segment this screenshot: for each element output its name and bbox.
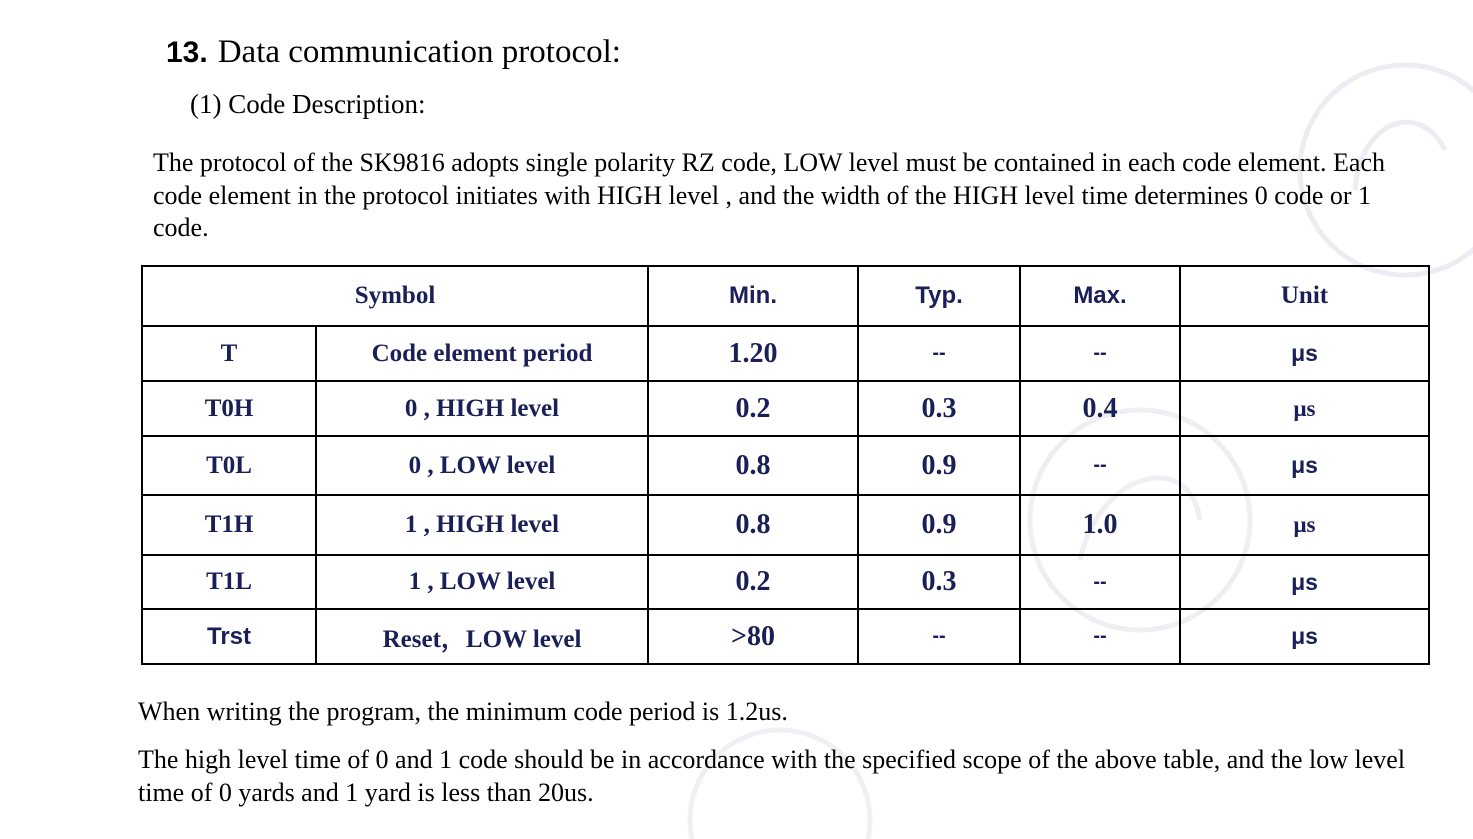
cell-typ: 0.9	[858, 436, 1020, 495]
cell-typ: --	[858, 609, 1020, 664]
cell-min: 0.2	[648, 555, 858, 609]
cell-max: --	[1020, 609, 1180, 664]
cell-min: 0.8	[648, 436, 858, 495]
cell-max: --	[1020, 555, 1180, 609]
header-unit: Unit	[1180, 266, 1429, 326]
cell-unit: μs	[1180, 381, 1429, 436]
intro-paragraph: The protocol of the SK9816 adopts single polarity RZ code, LOW level must be contained in each code element. Each code element in the protocol initiates with HIGH level , and the width of the HIGH level time determines 0 code or 1 code.	[153, 148, 1385, 242]
table-row	[142, 495, 1429, 555]
cell-description: 0 , LOW level	[316, 436, 648, 495]
cell-max: --	[1020, 326, 1180, 381]
cell-max: 1.0	[1020, 495, 1180, 555]
table-row	[142, 555, 1429, 609]
table-row	[142, 609, 1429, 664]
cell-min: >80	[648, 609, 858, 664]
section-number: 13.	[166, 36, 208, 69]
cell-symbol: Trst	[142, 609, 316, 664]
cell-description: 1 , LOW level	[316, 555, 648, 609]
timing-table	[141, 265, 1430, 665]
cell-description: Reset，LOW level	[316, 609, 648, 664]
cell-description: 0 , HIGH level	[316, 381, 648, 436]
cell-unit: μs	[1180, 609, 1429, 664]
cell-description: 1 , HIGH level	[316, 495, 648, 555]
table-row	[142, 326, 1429, 381]
cell-max: --	[1020, 436, 1180, 495]
cell-symbol: T0L	[142, 436, 316, 495]
cell-max: 0.4	[1020, 381, 1180, 436]
note-min-code-period: When writing the program, the minimum code period is 1.2us.	[138, 697, 788, 726]
note-high-level-time: The high level time of 0 and 1 code should be in accordance with the specified scope of the above table, and the low level time of 0 yards and 1 yard is less than 20us.	[138, 745, 1406, 807]
header-max: Max.	[1020, 266, 1180, 326]
cell-symbol: T0H	[142, 381, 316, 436]
cell-typ: --	[858, 326, 1020, 381]
section-heading	[166, 30, 621, 75]
cell-symbol: T	[142, 326, 316, 381]
cell-typ: 0.9	[858, 495, 1020, 555]
cell-unit: μs	[1180, 326, 1429, 381]
cell-min: 1.20	[648, 326, 858, 381]
header-symbol: Symbol	[142, 266, 648, 326]
cell-typ: 0.3	[858, 381, 1020, 436]
section-title: Data communication protocol:	[217, 34, 621, 70]
header-min: Min.	[648, 266, 858, 326]
cell-min: 0.8	[648, 495, 858, 555]
cell-description: Code element period	[316, 326, 648, 381]
cell-typ: 0.3	[858, 555, 1020, 609]
subsection-heading: (1) Code Description:	[190, 89, 426, 119]
cell-min: 0.2	[648, 381, 858, 436]
table-row	[142, 381, 1429, 436]
cell-unit: μs	[1180, 555, 1429, 609]
cell-unit: μs	[1180, 436, 1429, 495]
header-typ: Typ.	[858, 266, 1020, 326]
cell-unit: μs	[1180, 495, 1429, 555]
cell-symbol: T1H	[142, 495, 316, 555]
cell-symbol: T1L	[142, 555, 316, 609]
table-row	[142, 436, 1429, 495]
table-header-row	[142, 266, 1429, 326]
